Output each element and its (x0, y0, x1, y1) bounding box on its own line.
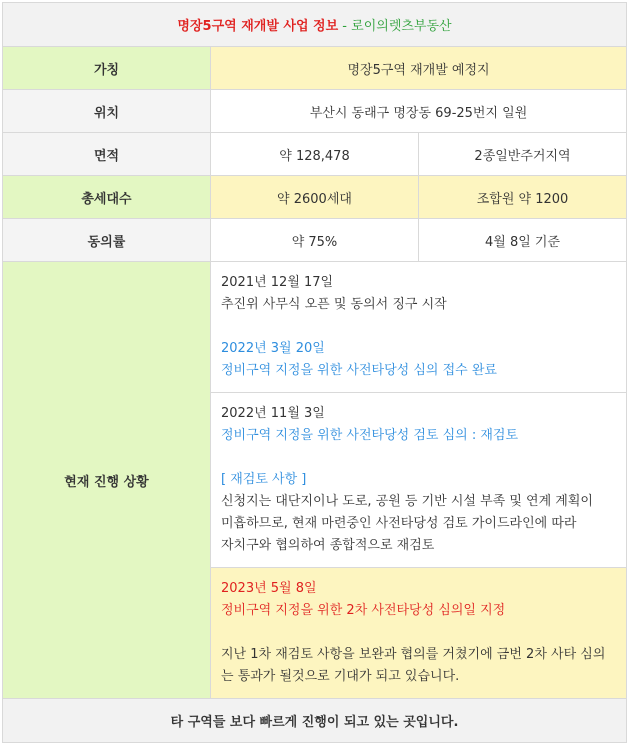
title-main: 명장5구역 재개발 사업 정보 (177, 19, 339, 34)
review-notice-line: 자치구와 협의하여 종합적으로 재검토 (221, 538, 435, 553)
value-households: 약 2600세대 (211, 176, 419, 219)
progress-text-4: 정비구역 지정을 위한 2차 사전타당성 심의일 지정 (221, 603, 506, 618)
title-agency: 로이의렛츠부동산 (351, 19, 452, 34)
label-progress: 현재 진행 상황 (3, 262, 211, 699)
label-name: 가칭 (3, 47, 211, 90)
progress-date-2: 2022년 3월 20일 (221, 341, 325, 356)
progress-block-3 (211, 568, 627, 699)
label-consent: 동의률 (3, 219, 211, 262)
review-notice-line: 미흡하므로, 현재 마련중인 사전타당성 검토 가이드라인에 따라 (221, 516, 577, 531)
progress-date-3: 2022년 11월 3일 (221, 406, 325, 421)
progress-date-4: 2023년 5월 8일 (221, 581, 317, 596)
title-separator: - (338, 19, 352, 34)
progress-note-line: 는 통과가 될것으로 기대가 되고 있습니다. (221, 669, 460, 684)
value-area: 약 128,478 (211, 133, 419, 176)
label-households: 총세대수 (3, 176, 211, 219)
progress-date-1: 2021년 12월 17일 (221, 275, 334, 290)
progress-text-2: 정비구역 지정을 위한 사전타당성 심의 접수 완료 (221, 363, 497, 378)
value-consent: 약 75% (211, 219, 419, 262)
progress-text-1: 추진위 사무식 오픈 및 동의서 징구 시작 (221, 297, 447, 312)
label-area: 면적 (3, 133, 211, 176)
value-zone: 2종일반주거지역 (419, 133, 627, 176)
progress-note-line: 지난 1차 재검토 사항을 보완과 협의를 거쳤기에 금번 2차 사타 심의 (221, 647, 606, 662)
progress-text-3: 정비구역 지정을 위한 사전타당성 검토 심의 : 재검토 (221, 428, 519, 443)
review-notice-title: [ 재검토 사항 ] (221, 472, 307, 487)
value-members: 조합원 약 1200 (419, 176, 627, 219)
table-footer: 타 구역들 보다 빠르게 진행이 되고 있는 곳입니다. (3, 699, 627, 743)
value-consent-date: 4월 8일 기준 (419, 219, 627, 262)
progress-block-1 (211, 262, 627, 393)
value-location: 부산시 동래구 명장동 69-25번지 일원 (211, 90, 627, 133)
value-name: 명장5구역 재개발 예정지 (211, 47, 627, 90)
label-location: 위치 (3, 90, 211, 133)
project-info-table (2, 2, 627, 743)
progress-block-2 (211, 393, 627, 568)
table-title (3, 3, 627, 47)
review-notice-line: 신청지는 대단지이나 도로, 공원 등 기반 시설 부족 및 연계 계획이 (221, 494, 593, 509)
